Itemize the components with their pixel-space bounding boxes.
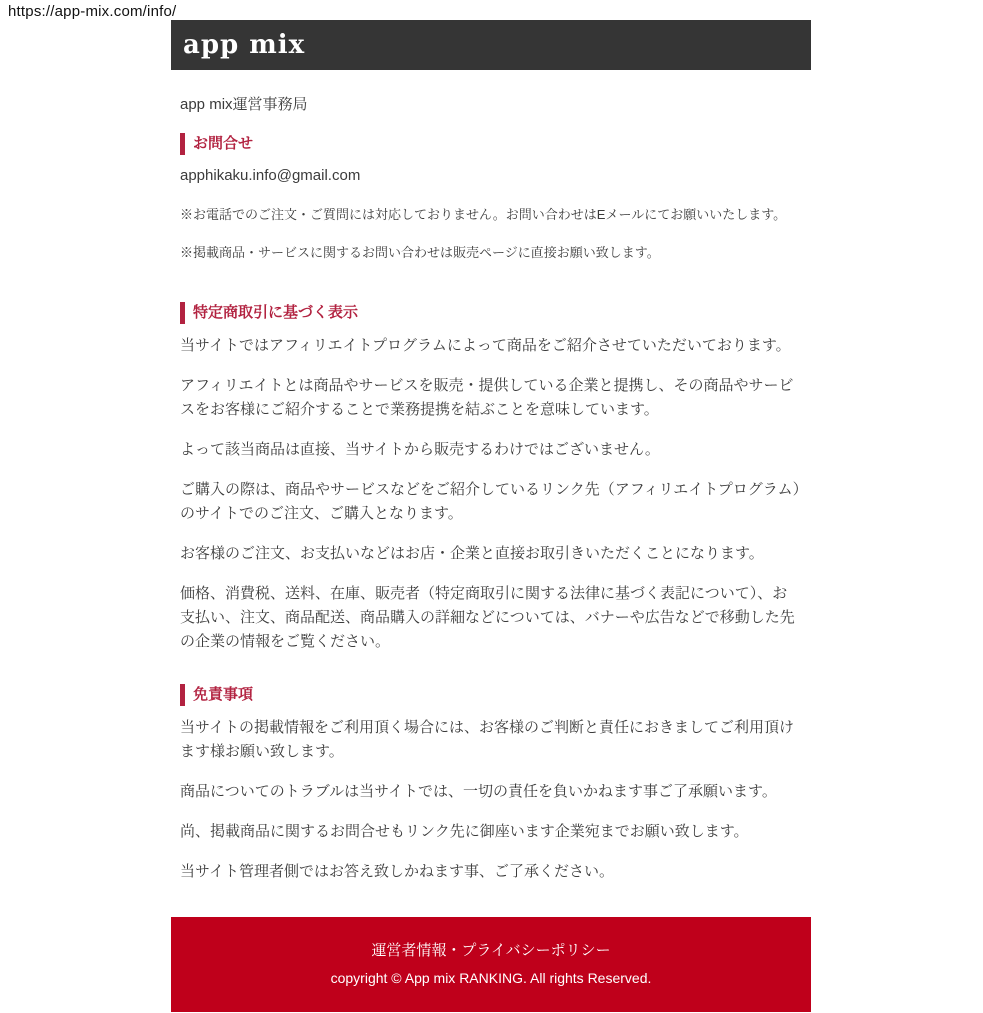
site-footer <box>171 917 811 1012</box>
section-contact <box>171 133 811 262</box>
contact-heading: お問合せ <box>180 133 802 155</box>
footer-privacy-link[interactable]: 運営者情報・プライバシーポリシー <box>371 942 611 959</box>
transaction-paragraph: よって該当商品は直接、当サイトから販売するわけではございません。 <box>180 441 660 458</box>
section-disclaimer <box>171 684 811 884</box>
disclaimer-paragraph: 尚、掲載商品に関するお問合せもリンク先に御座います企業宛までお願い致します。 <box>180 823 749 840</box>
disclaimer-heading: 免責事項 <box>180 684 802 706</box>
contact-note: ※お電話でのご注文・ご質問には対応しておりません。お問い合わせはEメールにてお願いいたします。 <box>180 207 787 222</box>
transaction-paragraph: 当サイトではアフィリエイトプログラムによって商品をご紹介させていただいております。 <box>180 337 791 354</box>
transaction-paragraph: 価格、消費税、送料、在庫、販売者（特定商取引に関する法律に基づく表記について）、お支払い、注文、商品配送、商品購入の詳細などについては、バナーや広告などで移動した先の企業の情報をご覧ください。 <box>180 585 795 650</box>
transaction-heading: 特定商取引に基づく表示 <box>180 302 802 324</box>
transaction-paragraph: ご購入の際は、商品やサービスなどをご紹介しているリンク先（アフィリエイトプログラム）のサイトでのご注文、ご購入となります。 <box>180 481 801 522</box>
transaction-paragraph: お客様のご注文、お支払いなどはお店・企業と直接お取引きいただくことになります。 <box>180 545 764 562</box>
page-url-text: https://app-mix.com/info/ <box>8 3 177 20</box>
transaction-paragraph: アフィリエイトとは商品やサービスを販売・提供している企業と提携し、その商品やサービスをお客様にご紹介することで業務提携を結ぶことを意味しています。 <box>180 377 794 418</box>
contact-email: apphikaku.info@gmail.com <box>180 167 361 184</box>
site-header <box>171 20 811 70</box>
disclaimer-paragraph: 当サイト管理者側ではお答え致しかねます事、ご了承ください。 <box>180 863 614 880</box>
operator-name: app mix運営事務局 <box>180 96 308 113</box>
page-container <box>171 20 811 1012</box>
section-transaction <box>171 302 811 654</box>
disclaimer-paragraph: 商品についてのトラブルは当サイトでは、一切の責任を負いかねます事ご了承願います。 <box>180 783 777 800</box>
footer-copyright: copyright © App mix RANKING. All rights Reserved. <box>330 970 652 986</box>
disclaimer-paragraph: 当サイトの掲載情報をご利用頂く場合には、お客様のご判断と責任におきましてご利用頂けます様お願い致します。 <box>180 719 794 760</box>
contact-note: ※掲載商品・サービスに関するお問い合わせは販売ページに直接お願い致します。 <box>180 245 660 260</box>
site-title: app mix <box>183 30 306 60</box>
